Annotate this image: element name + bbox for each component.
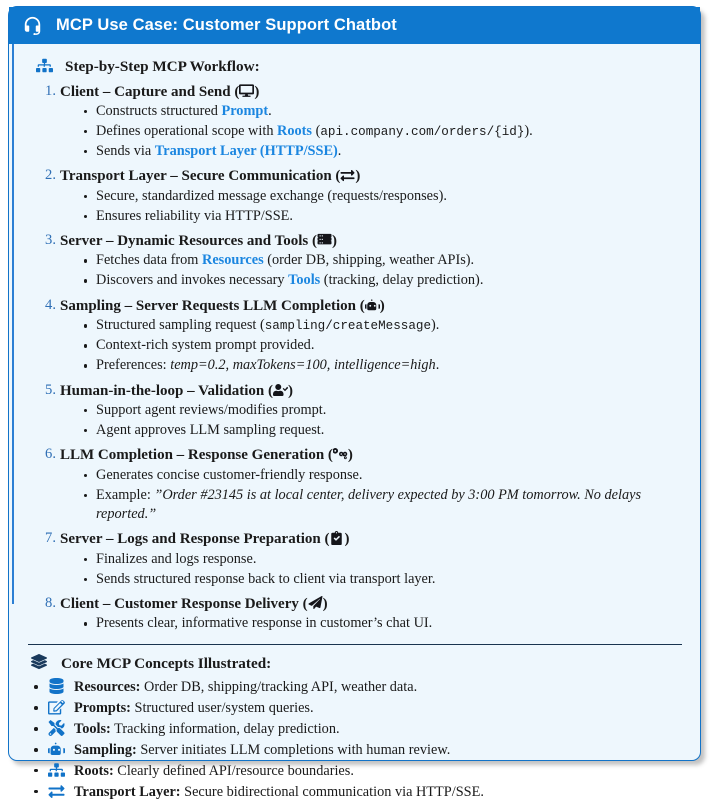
step-title: [60, 297, 688, 315]
step-dash: –: [99, 83, 115, 100]
inline-text: Constructs structured: [96, 102, 222, 119]
inline-text: Secure, standardized message exchange (requests/responses).: [96, 187, 447, 204]
inline-emphasis: ”Order #23145 is at local center, delivery expected by 3:00 PM tomorrow. No delays reported.”: [96, 486, 642, 522]
robot-icon: [48, 741, 65, 757]
section-divider: [28, 644, 682, 645]
step-name: Response Generation (: [187, 447, 333, 464]
inline-text: .: [435, 357, 440, 374]
workflow-step: [22, 530, 688, 588]
left-accent-rule: [12, 44, 14, 604]
step-subject: Human-in-the-loop: [60, 382, 184, 399]
inline-text: Structured sampling request (: [96, 317, 265, 334]
step-bullet: [82, 251, 688, 270]
step-bullet: [82, 271, 688, 290]
step-name: Secure Communication (: [181, 168, 341, 185]
step-paren-close: ): [347, 447, 353, 464]
inline-text: Preferences:: [96, 357, 171, 374]
concept-item: [30, 782, 688, 803]
step-name: Validation (: [198, 382, 273, 399]
headset-icon: [23, 16, 42, 35]
step-dash: –: [166, 168, 182, 185]
workflow-step: [22, 382, 688, 440]
step-paren-close: ): [254, 83, 260, 100]
step-subject: Server: [60, 531, 103, 548]
concept-term: Roots:: [74, 762, 114, 779]
workflow-step: [22, 232, 688, 290]
concept-item: [30, 761, 688, 782]
inline-text: Defines operational scope with: [96, 122, 278, 139]
step-bullet-list: [60, 550, 688, 589]
sitemap-icon: [48, 762, 65, 778]
inline-code: api.company.com/orders/{id}: [320, 124, 525, 139]
step-name: Capture and Send (: [114, 83, 240, 100]
step-title: [60, 83, 688, 101]
inline-keyword: Roots: [277, 122, 312, 139]
inline-text: (order DB, shipping, weather APIs).: [263, 252, 475, 269]
step-bullet: [82, 421, 688, 440]
concept-description: Clearly defined API/resource boundaries.: [113, 762, 354, 779]
step-subject: Transport Layer: [60, 168, 167, 185]
concept-description: Tracking information, delay prediction.: [110, 721, 340, 738]
exchange-icon: [48, 783, 65, 799]
step-bullet: [82, 122, 688, 141]
step-subject: Client: [60, 83, 100, 100]
inline-text: Generates concise customer-friendly response.: [96, 466, 363, 483]
inline-text: Sends structured response back to client via transport layer.: [96, 570, 436, 587]
step-bullet-list: [60, 316, 688, 375]
step-bullet: [82, 614, 688, 633]
step-bullet-list: [60, 251, 688, 290]
step-number: 4.: [45, 296, 56, 313]
workflow-step-list: [22, 83, 688, 634]
workflow-heading-text: Step-by-Step MCP Workflow:: [65, 58, 260, 75]
step-dash: –: [102, 531, 118, 548]
step-name: Logs and Response Preparation (: [117, 531, 330, 548]
concept-description: Structured user/system queries.: [130, 700, 314, 717]
inline-keyword: Prompt: [221, 102, 269, 119]
inline-text: .: [268, 102, 272, 119]
concepts-heading-text: Core MCP Concepts Illustrated:: [61, 655, 272, 673]
step-number: 2.: [45, 167, 56, 184]
exchange-icon: [340, 168, 355, 182]
inline-code: sampling/createMessage: [264, 319, 432, 334]
inline-text: Agent approves LLM sampling request.: [96, 421, 325, 438]
step-title: [60, 167, 688, 185]
step-bullet: [82, 486, 688, 524]
step-dash: –: [102, 233, 118, 250]
step-bullet: [82, 466, 688, 485]
step-paren-close: ): [355, 168, 361, 185]
step-title: [60, 595, 688, 613]
step-name: Dynamic Resources and Tools (: [117, 233, 317, 250]
step-subject: Sampling: [60, 297, 121, 314]
workflow-step: [22, 83, 688, 161]
layer-group-icon: [30, 654, 48, 670]
step-bullet: [82, 102, 688, 121]
step-bullet-list: [60, 614, 688, 633]
database-icon: [48, 678, 65, 694]
step-paren-close: ): [379, 297, 385, 314]
inline-text: Ensures reliability via HTTP/SSE.: [96, 207, 293, 224]
concepts-section-heading: [30, 652, 688, 673]
step-dash: –: [172, 447, 188, 464]
workflow-section-heading: [36, 56, 688, 76]
step-number: 3.: [45, 232, 56, 249]
inline-keyword: Resources: [202, 252, 264, 269]
inline-text: Fetches data from: [96, 252, 202, 269]
workflow-step: [22, 297, 688, 375]
step-bullet-list: [60, 466, 688, 524]
step-paren-close: ): [287, 382, 293, 399]
step-title: [60, 232, 688, 250]
robot-icon: [365, 298, 380, 312]
inline-text: Presents clear, informative response in customer’s chat UI.: [96, 615, 433, 632]
concept-description: Secure bidirectional communication via HTTP/SSE.: [180, 783, 484, 800]
concept-item: [30, 719, 688, 740]
step-bullet: [82, 336, 688, 355]
inline-text: (tracking, delay prediction).: [320, 272, 484, 289]
concept-item: [30, 698, 688, 719]
step-number: 1.: [45, 82, 56, 99]
workflow-step: [22, 167, 688, 225]
inline-text: ).: [524, 122, 533, 139]
step-bullet: [82, 401, 688, 420]
step-title: [60, 446, 688, 464]
step-subject: Client: [60, 596, 100, 613]
step-paren-close: ): [331, 233, 337, 250]
step-number: 7.: [45, 530, 56, 547]
inline-text: ).: [431, 317, 440, 334]
inline-keyword: Tools: [288, 272, 321, 289]
step-bullet: [82, 356, 688, 375]
step-bullet: [82, 550, 688, 569]
cogs-icon: [333, 447, 348, 461]
user-check-icon: [273, 383, 288, 397]
step-subject: LLM Completion: [60, 447, 173, 464]
concept-description: Server initiates LLM completions with human review.: [136, 741, 451, 758]
concept-term: Transport Layer:: [74, 783, 181, 800]
server-icon: [317, 233, 332, 247]
step-title: [60, 530, 688, 548]
concept-item: [30, 740, 688, 761]
step-number: 6.: [45, 446, 56, 463]
sitemap-icon: [36, 58, 53, 73]
step-dash: –: [183, 382, 199, 399]
workflow-step: [22, 595, 688, 633]
inline-emphasis: temp=0.2, maxTokens=100, intelligence=high: [170, 357, 436, 374]
concept-item: [30, 677, 688, 698]
step-subject: Server: [60, 233, 103, 250]
concept-term: Tools:: [74, 721, 111, 738]
card-title-text: MCP Use Case: Customer Support Chatbot: [56, 16, 397, 34]
concepts-list: [22, 677, 688, 802]
inline-text: Context-rich system prompt provided.: [96, 337, 315, 354]
inline-keyword: Transport Layer (HTTP/SSE): [154, 142, 338, 159]
workflow-step: [22, 446, 688, 523]
tools-icon: [48, 720, 65, 736]
paper-plane-icon: [308, 596, 323, 610]
concept-description: Order DB, shipping/tracking API, weather data.: [140, 679, 418, 696]
desktop-icon: [239, 84, 254, 98]
card-title-bar: [9, 7, 700, 44]
inline-text: Finalizes and logs response.: [96, 550, 257, 567]
inline-text: .: [337, 142, 342, 159]
concept-term: Resources:: [74, 679, 141, 696]
inline-text: Example:: [96, 486, 155, 503]
card-body: [9, 44, 700, 800]
step-bullet: [82, 187, 688, 206]
step-bullet: [82, 570, 688, 589]
concept-term: Sampling:: [74, 741, 137, 758]
edit-icon: [48, 699, 65, 715]
inline-text: (: [312, 122, 321, 139]
step-bullet-list: [60, 187, 688, 226]
step-number: 5.: [45, 381, 56, 398]
step-dash: –: [120, 297, 136, 314]
step-bullet: [82, 207, 688, 226]
step-dash: –: [99, 596, 115, 613]
step-name: Server Requests LLM Completion (: [135, 297, 365, 314]
concept-term: Prompts:: [74, 700, 131, 717]
clipboard-check-icon: [329, 531, 344, 545]
step-bullet: [82, 316, 688, 335]
inline-text: Discovers and invokes necessary: [96, 272, 289, 289]
inline-text: Sends via: [96, 142, 155, 159]
step-number: 8.: [45, 595, 56, 612]
step-bullet-list: [60, 401, 688, 440]
step-paren-close: ): [344, 531, 350, 548]
step-bullet-list: [60, 102, 688, 161]
step-name: Customer Response Delivery (: [114, 596, 308, 613]
step-bullet: [82, 142, 688, 161]
inline-text: Support agent reviews/modifies prompt.: [96, 401, 327, 418]
step-paren-close: ): [322, 596, 328, 613]
step-title: [60, 382, 688, 400]
mcp-use-case-card: [8, 6, 701, 800]
